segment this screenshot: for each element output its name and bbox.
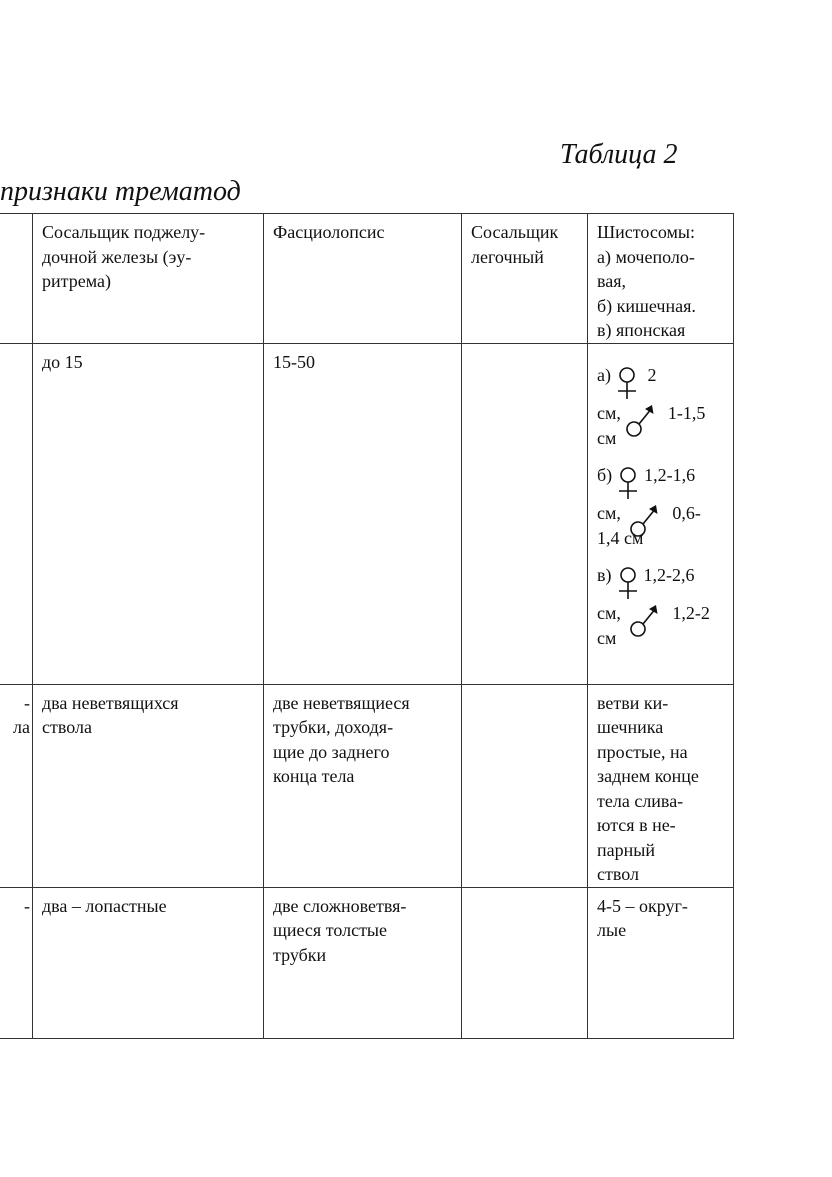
size-schistosomes bbox=[588, 343, 734, 684]
table-title: признаки трематод bbox=[0, 176, 241, 207]
table-row bbox=[0, 684, 734, 887]
size-prefix: б) bbox=[597, 464, 613, 485]
size-line-c-male bbox=[597, 588, 729, 626]
row-label-cell: - ла bbox=[0, 684, 33, 887]
intestine-fasciolopsis: две неветвящиеся трубки, доходя- щие до заднего конца тела bbox=[264, 684, 462, 887]
size-line-a-end: см bbox=[597, 427, 617, 448]
male-symbol-icon bbox=[625, 404, 655, 438]
size-value: 1,2-2 bbox=[672, 602, 710, 623]
size-line-b-end: 1,4 см bbox=[597, 527, 644, 548]
trematode-table bbox=[0, 213, 734, 1039]
size-unit: см, bbox=[597, 502, 621, 523]
table-row bbox=[0, 214, 734, 344]
header-lung-fluke: Сосальщик легочный bbox=[462, 214, 588, 344]
size-line-a-male bbox=[597, 388, 729, 426]
header-schistosomes: Шистосомы: а) мочеполо- вая, б) кишечная. в) японская bbox=[588, 214, 734, 344]
size-unit: см, bbox=[597, 402, 621, 423]
size-value: 0,6- bbox=[672, 502, 701, 523]
intestine-lung-fluke bbox=[462, 684, 588, 887]
table-row bbox=[0, 887, 734, 1038]
intestine-pancreatic-fluke: два неветвящихся ствола bbox=[33, 684, 264, 887]
row-label-cell bbox=[0, 343, 33, 684]
size-value: 1,2-2,6 bbox=[643, 564, 695, 585]
table-number-label: Таблица 2 bbox=[560, 139, 678, 170]
intestine-schistosomes: ветви ки- шечника простые, на заднем конце тела слива- ются в не- парный ствол bbox=[588, 684, 734, 887]
male-symbol-icon bbox=[629, 504, 659, 538]
size-pancreatic-fluke: до 15 bbox=[33, 343, 264, 684]
size-prefix: а) bbox=[597, 364, 611, 385]
testes-schistosomes: 4-5 – округ- лые bbox=[588, 887, 734, 1038]
size-value: 1,2-1,6 bbox=[644, 464, 696, 485]
testes-pancreatic-fluke: два – лопастные bbox=[33, 887, 264, 1038]
size-line-b-female bbox=[597, 450, 729, 488]
header-fasciolopsis: Фасциолопсис bbox=[264, 214, 462, 344]
size-unit: см, bbox=[597, 602, 621, 623]
size-prefix: в) bbox=[597, 564, 612, 585]
row-label-cell: - bbox=[0, 887, 33, 1038]
male-symbol-icon bbox=[629, 604, 659, 638]
testes-lung-fluke bbox=[462, 887, 588, 1038]
size-value: 1-1,5 bbox=[667, 402, 706, 423]
testes-fasciolopsis: две сложноветвя- щиеся толстые трубки bbox=[264, 887, 462, 1038]
size-fasciolopsis: 15-50 bbox=[264, 343, 462, 684]
size-value: 2 bbox=[647, 364, 657, 385]
size-lung-fluke bbox=[462, 343, 588, 684]
size-line-c-end: см bbox=[597, 627, 617, 648]
table-row bbox=[0, 343, 734, 684]
row-label-cell bbox=[0, 214, 33, 344]
size-line-a-female bbox=[597, 350, 729, 388]
size-line-c-female bbox=[597, 550, 729, 588]
size-line-b-male bbox=[597, 488, 729, 526]
header-pancreatic-fluke: Сосальщик поджелу- дочной железы (эу- ритрема) bbox=[33, 214, 264, 344]
